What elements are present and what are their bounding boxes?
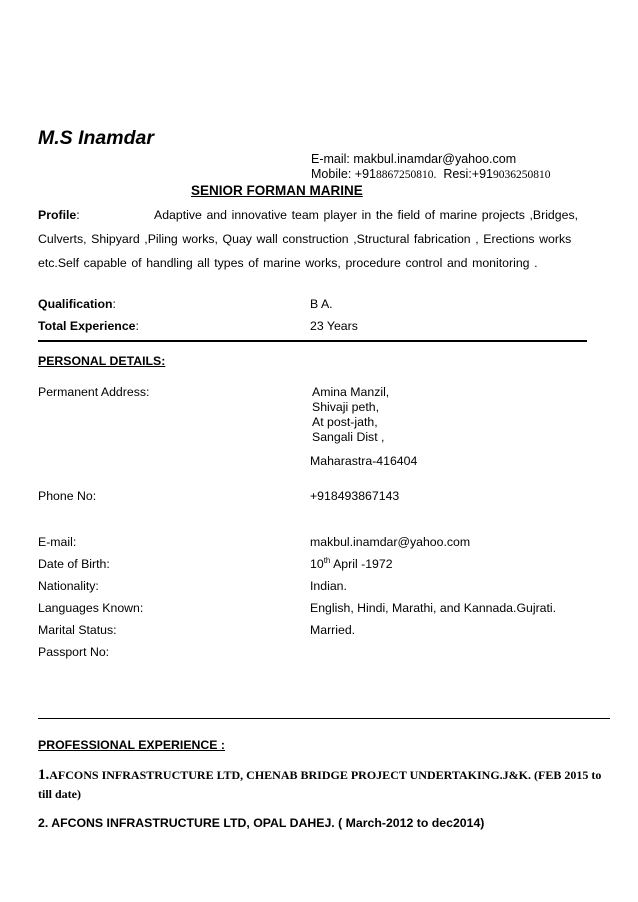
dob-rest: April -1972	[330, 557, 393, 571]
job-1-text: AFCONS INFRASTRUCTURE LTD, CHENAB BRIDGE PROJECT UNDERTAKING.J&K. (FEB 2015 to till date)	[38, 768, 602, 801]
marital-status-label: Marital Status:	[38, 623, 117, 637]
mobile-number: 8867250810.	[375, 169, 437, 181]
profile-label	[38, 208, 80, 222]
profile-line-3: etc.Self capable of handling all types of marine works, procedure control and monitoring .	[38, 256, 538, 270]
dob-label: Date of Birth:	[38, 557, 110, 571]
professional-experience-heading: PROFESSIONAL EXPERIENCE :	[38, 738, 225, 752]
qualification-value: B A.	[310, 297, 333, 311]
total-experience-label	[38, 319, 139, 333]
email-value: makbul.inamdar@yahoo.com	[310, 535, 471, 549]
permanent-address-block	[312, 385, 389, 445]
profile-line-1: Adaptive and innovative team player in the field of marine projects ,Bridges,	[154, 208, 579, 222]
dob-suffix: th	[323, 555, 331, 565]
address-line: Shivaji peth,	[312, 400, 379, 414]
dob-value	[310, 557, 393, 571]
job-1-number: 1.	[38, 767, 50, 783]
resi-number: 9036250810	[493, 169, 551, 181]
qualification-label	[38, 297, 116, 311]
languages-label: Languages Known:	[38, 601, 144, 615]
dob-day: 10	[310, 557, 324, 571]
section-divider-top	[38, 340, 587, 342]
email-contact-line: E-mail: makbul.inamdar@yahoo.com	[311, 152, 517, 166]
personal-details-heading: PERSONAL DETAILS:	[38, 354, 166, 368]
phone-label: Phone No:	[38, 489, 97, 503]
phone-value: +918493867143	[310, 489, 400, 503]
phone-contact-line	[311, 167, 551, 183]
address-line: Sangali Dist ,	[312, 430, 385, 444]
job-entry-1	[38, 766, 604, 804]
job-title: SENIOR FORMAN MARINE	[191, 183, 363, 198]
mobile-prefix: Mobile: +91	[311, 167, 376, 181]
section-divider-bottom	[38, 718, 610, 719]
nationality-label: Nationality:	[38, 579, 99, 593]
profile-label-text: Profile	[38, 208, 77, 222]
permanent-address-label: Permanent Address:	[38, 385, 150, 399]
total-experience-label-text: Total Experience	[38, 319, 136, 333]
languages-value: English, Hindi, Marathi, and Kannada.Gujrati.	[310, 601, 557, 615]
nationality-value: Indian.	[310, 579, 347, 593]
profile-line-2: Culverts, Shipyard ,Piling works, Quay wall construction ,Structural fabrication , Erections works	[38, 232, 572, 246]
marital-status-value: Married.	[310, 623, 356, 637]
qualification-colon: :	[112, 297, 116, 311]
address-state: Maharastra-416404	[310, 454, 418, 468]
qualification-label-text: Qualification	[38, 297, 113, 311]
address-line: Amina Manzil,	[312, 385, 390, 399]
job-entry-2: 2. AFCONS INFRASTRUCTURE LTD, OPAL DAHEJ. ( March-2012 to dec2014)	[38, 816, 485, 830]
resi-prefix: Resi:+91	[443, 167, 493, 181]
total-experience-value: 23 Years	[310, 319, 358, 333]
total-experience-colon: :	[135, 319, 139, 333]
address-line: At post-jath,	[312, 415, 378, 429]
email-label: E-mail:	[38, 535, 77, 549]
profile-colon: :	[76, 208, 80, 222]
passport-label: Passport No:	[38, 645, 110, 659]
candidate-name: M.S Inamdar	[38, 127, 154, 149]
